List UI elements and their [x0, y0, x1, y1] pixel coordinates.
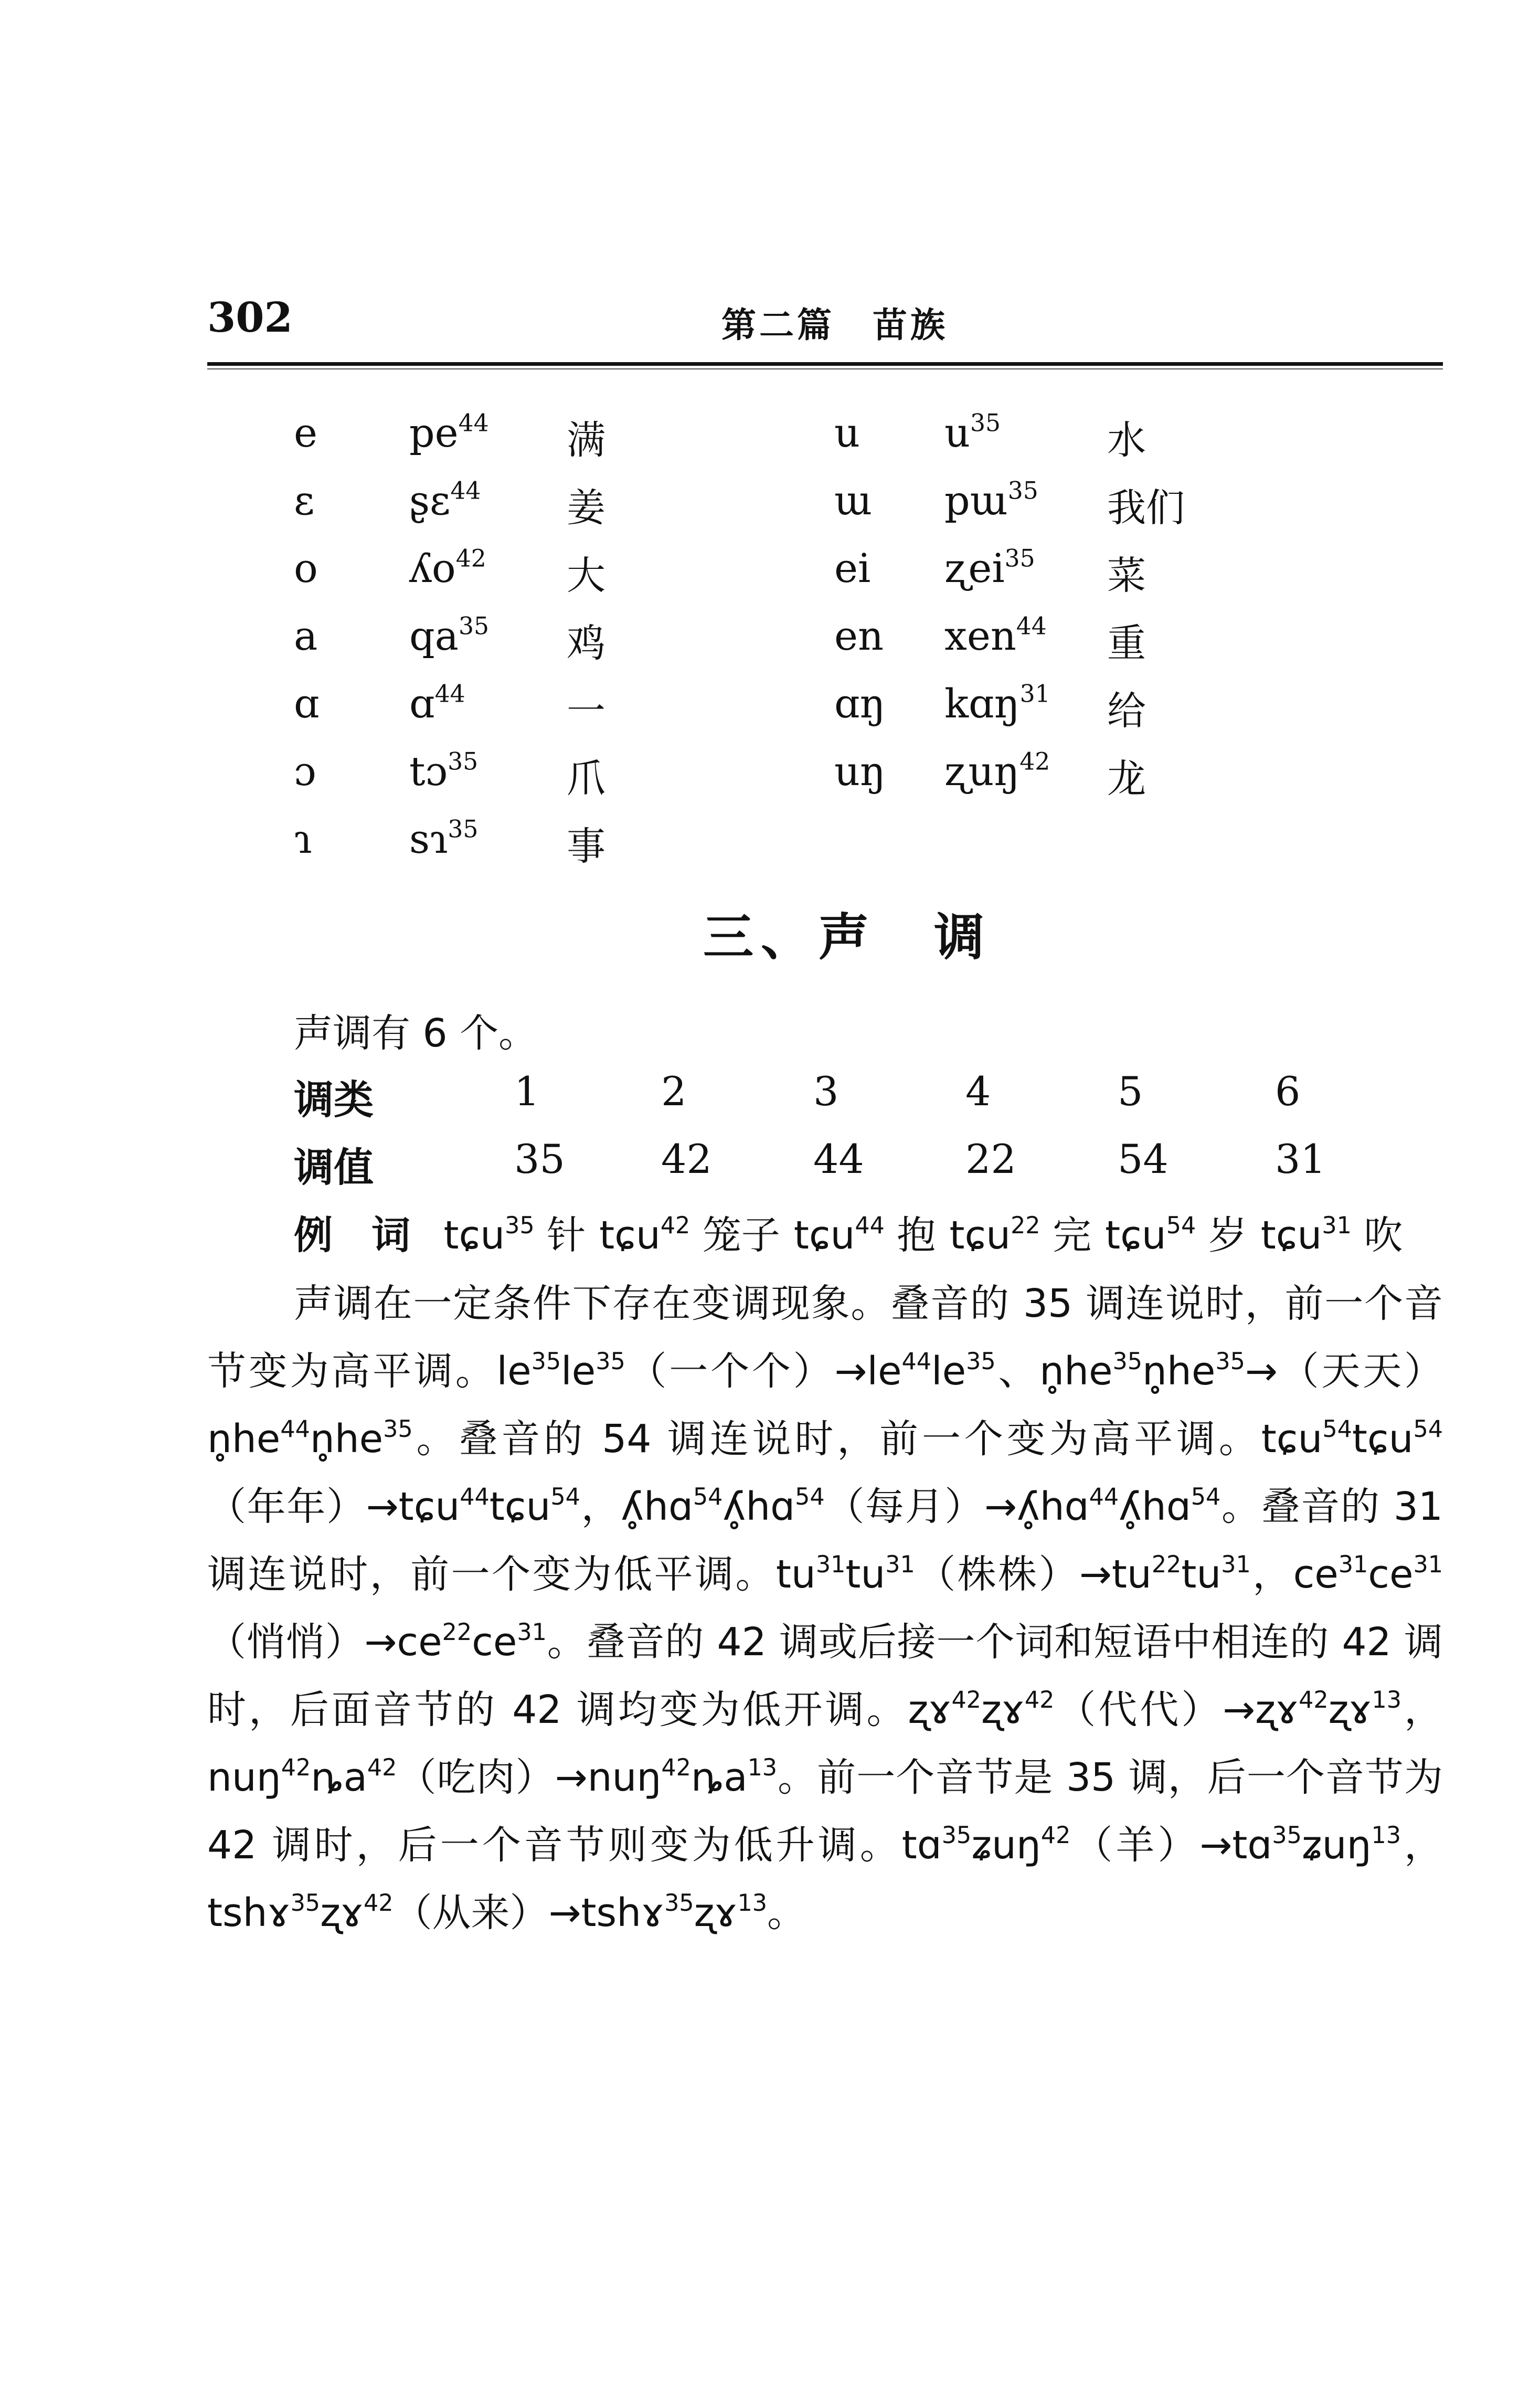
vowel: uŋ [834, 748, 886, 795]
tone-superscript: 13 [1372, 1687, 1402, 1714]
paragraph-text: ce [1368, 1552, 1414, 1597]
vowel: ɯ [834, 477, 873, 524]
tone-sandhi-paragraph [207, 1270, 1443, 1947]
paragraph-text: le [931, 1349, 967, 1394]
gloss: 一 [567, 689, 606, 734]
gloss: 大 [567, 553, 606, 598]
tone-superscript: 42 [1040, 1822, 1071, 1849]
paragraph-text: （悄悄）→ce [207, 1620, 442, 1665]
example-word: $u^{35}$ [944, 409, 1001, 456]
tone-superscript: 35 [966, 1348, 996, 1375]
gloss: 爪 [567, 756, 606, 801]
paragraph-text: 。叠音的 42 调或后接一个词和短语中相连的 42 调时，后面音节的 42 调均变为低开调。ʐɤ [207, 1620, 1443, 1732]
tone-superscript: 31 [1413, 1551, 1443, 1579]
vowel: a [294, 612, 318, 659]
tone-superscript: 35 [505, 1212, 535, 1240]
vowel: ɛ [294, 477, 315, 524]
paragraph-text: ce [472, 1620, 517, 1665]
tone-superscript: 31 [1322, 1212, 1352, 1240]
paragraph-text: （代代）→ʐɤ [1054, 1687, 1299, 1732]
paragraph-text: 。叠音的 31 调连说时，前一个变为低平调。tu [207, 1484, 1443, 1597]
tone-value: 35 [514, 1136, 565, 1182]
vowel-row [294, 612, 1291, 680]
gloss: 事 [567, 824, 606, 869]
tone-superscript: 35 [1272, 1822, 1302, 1849]
paragraph-text: ，nuŋ [207, 1687, 1443, 1800]
tone-superscript: 42 [1299, 1687, 1329, 1714]
paragraph-text: ȵa [691, 1755, 748, 1800]
vowel: ɔ [294, 748, 316, 795]
tone-value: 54 [1118, 1136, 1169, 1182]
running-title: 第二篇 苗族 [721, 305, 948, 345]
example-word: ʎo$^{42}$ [409, 544, 486, 591]
paragraph-text: ʑuŋ [971, 1823, 1041, 1868]
paragraph-text: ʐɤ [981, 1687, 1025, 1732]
vowel: ɑŋ [834, 680, 886, 727]
example-word: $qa^{35}$ [409, 612, 489, 659]
example-gloss: 完 [1053, 1213, 1092, 1258]
tone-superscript: 35 [1215, 1348, 1245, 1375]
paragraph-text: ，ʎ̥hɑ [580, 1484, 693, 1529]
tone-superscript: 35 [1007, 477, 1038, 505]
tone-superscript: 42 [951, 1687, 981, 1714]
paragraph-text: 。前一个音节是 35 调，后一个音节为 42 调时，后一个音节则变为低升调。tɑ [207, 1755, 1443, 1868]
paragraph-text: ʎ̥hɑ [723, 1484, 795, 1529]
tone-superscript: 13 [737, 1890, 767, 1917]
tone-superscript: 42 [661, 1754, 691, 1782]
example-gloss: 抱 [897, 1213, 936, 1258]
vowel: en [834, 612, 884, 659]
vowel: o [294, 545, 318, 591]
tone-superscript: 44 [434, 680, 465, 708]
tone-superscript: 44 [855, 1212, 885, 1240]
tone-superscript: 22 [1151, 1551, 1182, 1579]
paragraph-text: le [561, 1349, 596, 1394]
tone-superscript: 44 [901, 1348, 932, 1375]
tone-superscript: 44 [460, 1484, 490, 1511]
tone-superscript: 31 [517, 1619, 547, 1646]
tone-value: 22 [965, 1136, 1016, 1182]
paragraph-text: →（天天）n̥he [207, 1349, 1443, 1462]
tone-superscript: 31 [1019, 680, 1050, 708]
example-item: tɕu$^{54}$ 岁 [1105, 1212, 1247, 1258]
header-rule-thin [207, 368, 1443, 369]
tone-class: 6 [1275, 1068, 1301, 1115]
example-item: tɕu$^{22}$ 完 [949, 1212, 1092, 1258]
gloss: 菜 [1107, 553, 1146, 598]
paragraph-text: ʎ̥hɑ [1119, 1484, 1191, 1529]
tone-superscript: 42 [1024, 1687, 1055, 1714]
paragraph-text: ʑuŋ [1301, 1823, 1372, 1868]
example-label: 例 词 [294, 1213, 410, 1258]
example-item: tɕu$^{44}$ 抱 [793, 1212, 936, 1258]
example-word: $pe^{44}$ [409, 409, 489, 456]
tone-superscript: 54 [1191, 1484, 1221, 1511]
tone-superscript: 54 [1322, 1416, 1352, 1443]
tone-superscript: 35 [531, 1348, 561, 1375]
tone-value: 31 [1275, 1136, 1326, 1182]
tone-superscript: 35 [448, 815, 479, 843]
tone-superscript: 35 [941, 1822, 972, 1849]
example-word: ɑ$^{44}$ [409, 680, 465, 727]
tone-superscript: 13 [747, 1754, 778, 1782]
tone-superscript: 31 [1221, 1551, 1251, 1579]
example-item: tɕu$^{35}$ 针 [443, 1212, 586, 1258]
gloss: 重 [1107, 621, 1146, 666]
paragraph-text: 、n̥he [995, 1349, 1113, 1394]
paragraph-text: n̥he [1142, 1349, 1216, 1394]
example-word: tɔ$^{35}$ [409, 747, 479, 795]
tone-superscript: 31 [1338, 1551, 1368, 1579]
tone-value-label: 调值 [294, 1144, 374, 1191]
tone-class: 4 [965, 1068, 991, 1115]
tone-superscript: 35 [1112, 1348, 1143, 1375]
tone-count-sentence: 声调有 6 个。 [294, 1011, 538, 1056]
paragraph-text: ʐɤ [1328, 1687, 1372, 1732]
paragraph-text: （每月）→ʎ̥hɑ [824, 1484, 1089, 1529]
paragraph-text: ，tshɤ [207, 1823, 1443, 1935]
tone-value-row [294, 1136, 1448, 1203]
tone-superscript: 35 [383, 1416, 413, 1443]
tone-superscript: 35 [596, 1348, 625, 1375]
tone-class-label: 调类 [294, 1076, 374, 1123]
section-title: 三、声 调 [703, 908, 992, 967]
vowel: e [294, 409, 317, 456]
tone-superscript: 31 [815, 1551, 846, 1579]
vowel-example-table [294, 409, 1291, 883]
gloss: 龙 [1107, 756, 1146, 801]
vowel-row [294, 409, 1291, 477]
tone-class: 5 [1118, 1068, 1143, 1115]
tone-superscript: 44 [1016, 612, 1047, 640]
gloss: 鸡 [567, 621, 606, 666]
tone-superscript: 35 [448, 747, 479, 776]
vowel-row [294, 477, 1291, 545]
vowel: ɑ [294, 680, 320, 727]
tone-superscript: 31 [885, 1551, 915, 1579]
tone-class-row [294, 1068, 1448, 1136]
tone-class: 2 [661, 1068, 687, 1115]
tone-superscript: 22 [442, 1619, 472, 1646]
tone-superscript: 44 [450, 477, 481, 505]
tone-superscript: 54 [795, 1484, 825, 1511]
vowel-row [294, 545, 1291, 612]
tone-value: 44 [813, 1136, 864, 1182]
paragraph-text: （羊）→tɑ [1070, 1823, 1272, 1868]
tone-superscript: 35 [970, 409, 1001, 437]
page-number: 302 [207, 294, 293, 342]
paragraph-text: （年年）→tɕu [207, 1484, 460, 1529]
paragraph-text: 。叠音的 54 调连说时，前一个变为高平调。tɕu [412, 1416, 1323, 1462]
paragraph-text: 声调在一定条件下存在变调现象。叠音的 35 调连说时，前一个音节变为高平调。le [207, 1281, 1443, 1394]
tone-superscript: 54 [1413, 1416, 1443, 1443]
vowel: ei [834, 545, 871, 591]
tone-superscript: 42 [455, 544, 486, 573]
vowel-row [294, 680, 1291, 748]
example-gloss: 针 [547, 1213, 586, 1258]
paragraph-text: 。 [767, 1890, 806, 1935]
paragraph-text: ʐɤ [320, 1890, 364, 1935]
gloss: 姜 [567, 485, 606, 531]
example-words [294, 1202, 1448, 1269]
paragraph-text: （吃肉）→nuŋ [397, 1755, 662, 1800]
paragraph-text: tɕu [489, 1484, 551, 1529]
tone-superscript: 42 [660, 1212, 691, 1240]
vowel-row [294, 748, 1291, 816]
tone-superscript: 42 [367, 1754, 397, 1782]
tone-superscript: 13 [1371, 1822, 1401, 1849]
paragraph-text: tu [845, 1552, 886, 1597]
paragraph-text: （一个个）→le [625, 1349, 902, 1394]
tone-class: 1 [514, 1068, 540, 1115]
tone-value: 42 [661, 1136, 712, 1182]
gloss: 水 [1107, 418, 1146, 463]
vowel: ɿ [294, 816, 312, 862]
gloss: 我们 [1107, 485, 1185, 531]
tone-superscript: 42 [364, 1890, 394, 1917]
example-word: ʂɛ$^{44}$ [409, 477, 481, 524]
header-rule [207, 362, 1443, 366]
example-item: tɕu$^{31}$ 吹 [1260, 1212, 1403, 1258]
tone-superscript: 22 [1011, 1212, 1040, 1240]
paragraph-text: ʐɤ [694, 1890, 738, 1935]
example-word: ʐuŋ$^{42}$ [944, 747, 1050, 795]
tone-superscript: 44 [1089, 1484, 1119, 1511]
paragraph-text: （株株）→tu [915, 1552, 1152, 1597]
paragraph-text: tu [1181, 1552, 1222, 1597]
tone-superscript: 44 [458, 409, 489, 437]
tone-superscript: 35 [290, 1890, 321, 1917]
example-item: tɕu$^{42}$ 笼子 [599, 1212, 780, 1258]
example-gloss: 笼子 [702, 1213, 780, 1258]
paragraph-text: ，ce [1250, 1552, 1339, 1597]
vowel-row [294, 816, 1291, 883]
tone-superscript: 44 [280, 1416, 310, 1443]
page-header [207, 294, 1435, 352]
example-gloss: 岁 [1208, 1213, 1247, 1258]
tone-superscript: 54 [550, 1484, 580, 1511]
tone-superscript: 42 [1019, 747, 1050, 776]
example-word: pɯ$^{35}$ [944, 477, 1038, 524]
vowel: u [834, 409, 860, 456]
example-word: ʐei$^{35}$ [944, 544, 1035, 591]
example-word: kɑŋ$^{31}$ [944, 680, 1050, 727]
paragraph-text: （从来）→tshɤ [393, 1890, 665, 1935]
paragraph-text: ȵa [311, 1755, 367, 1800]
gloss: 满 [567, 418, 606, 463]
example-word: xen$^{44}$ [944, 612, 1047, 659]
tone-superscript: 42 [281, 1754, 311, 1782]
example-gloss: 吹 [1364, 1213, 1403, 1258]
paragraph-text: tɕu [1352, 1416, 1414, 1462]
paragraph-text: n̥he [310, 1416, 384, 1462]
tone-superscript: 35 [664, 1890, 694, 1917]
tone-superscript: 35 [458, 612, 489, 640]
tone-class: 3 [813, 1068, 839, 1115]
tone-table [294, 1068, 1448, 1203]
tone-superscript: 35 [1004, 544, 1035, 573]
tone-superscript: 54 [1166, 1212, 1196, 1240]
example-word: sɿ$^{35}$ [409, 815, 479, 862]
tone-superscript: 54 [693, 1484, 723, 1511]
gloss: 给 [1107, 689, 1146, 734]
